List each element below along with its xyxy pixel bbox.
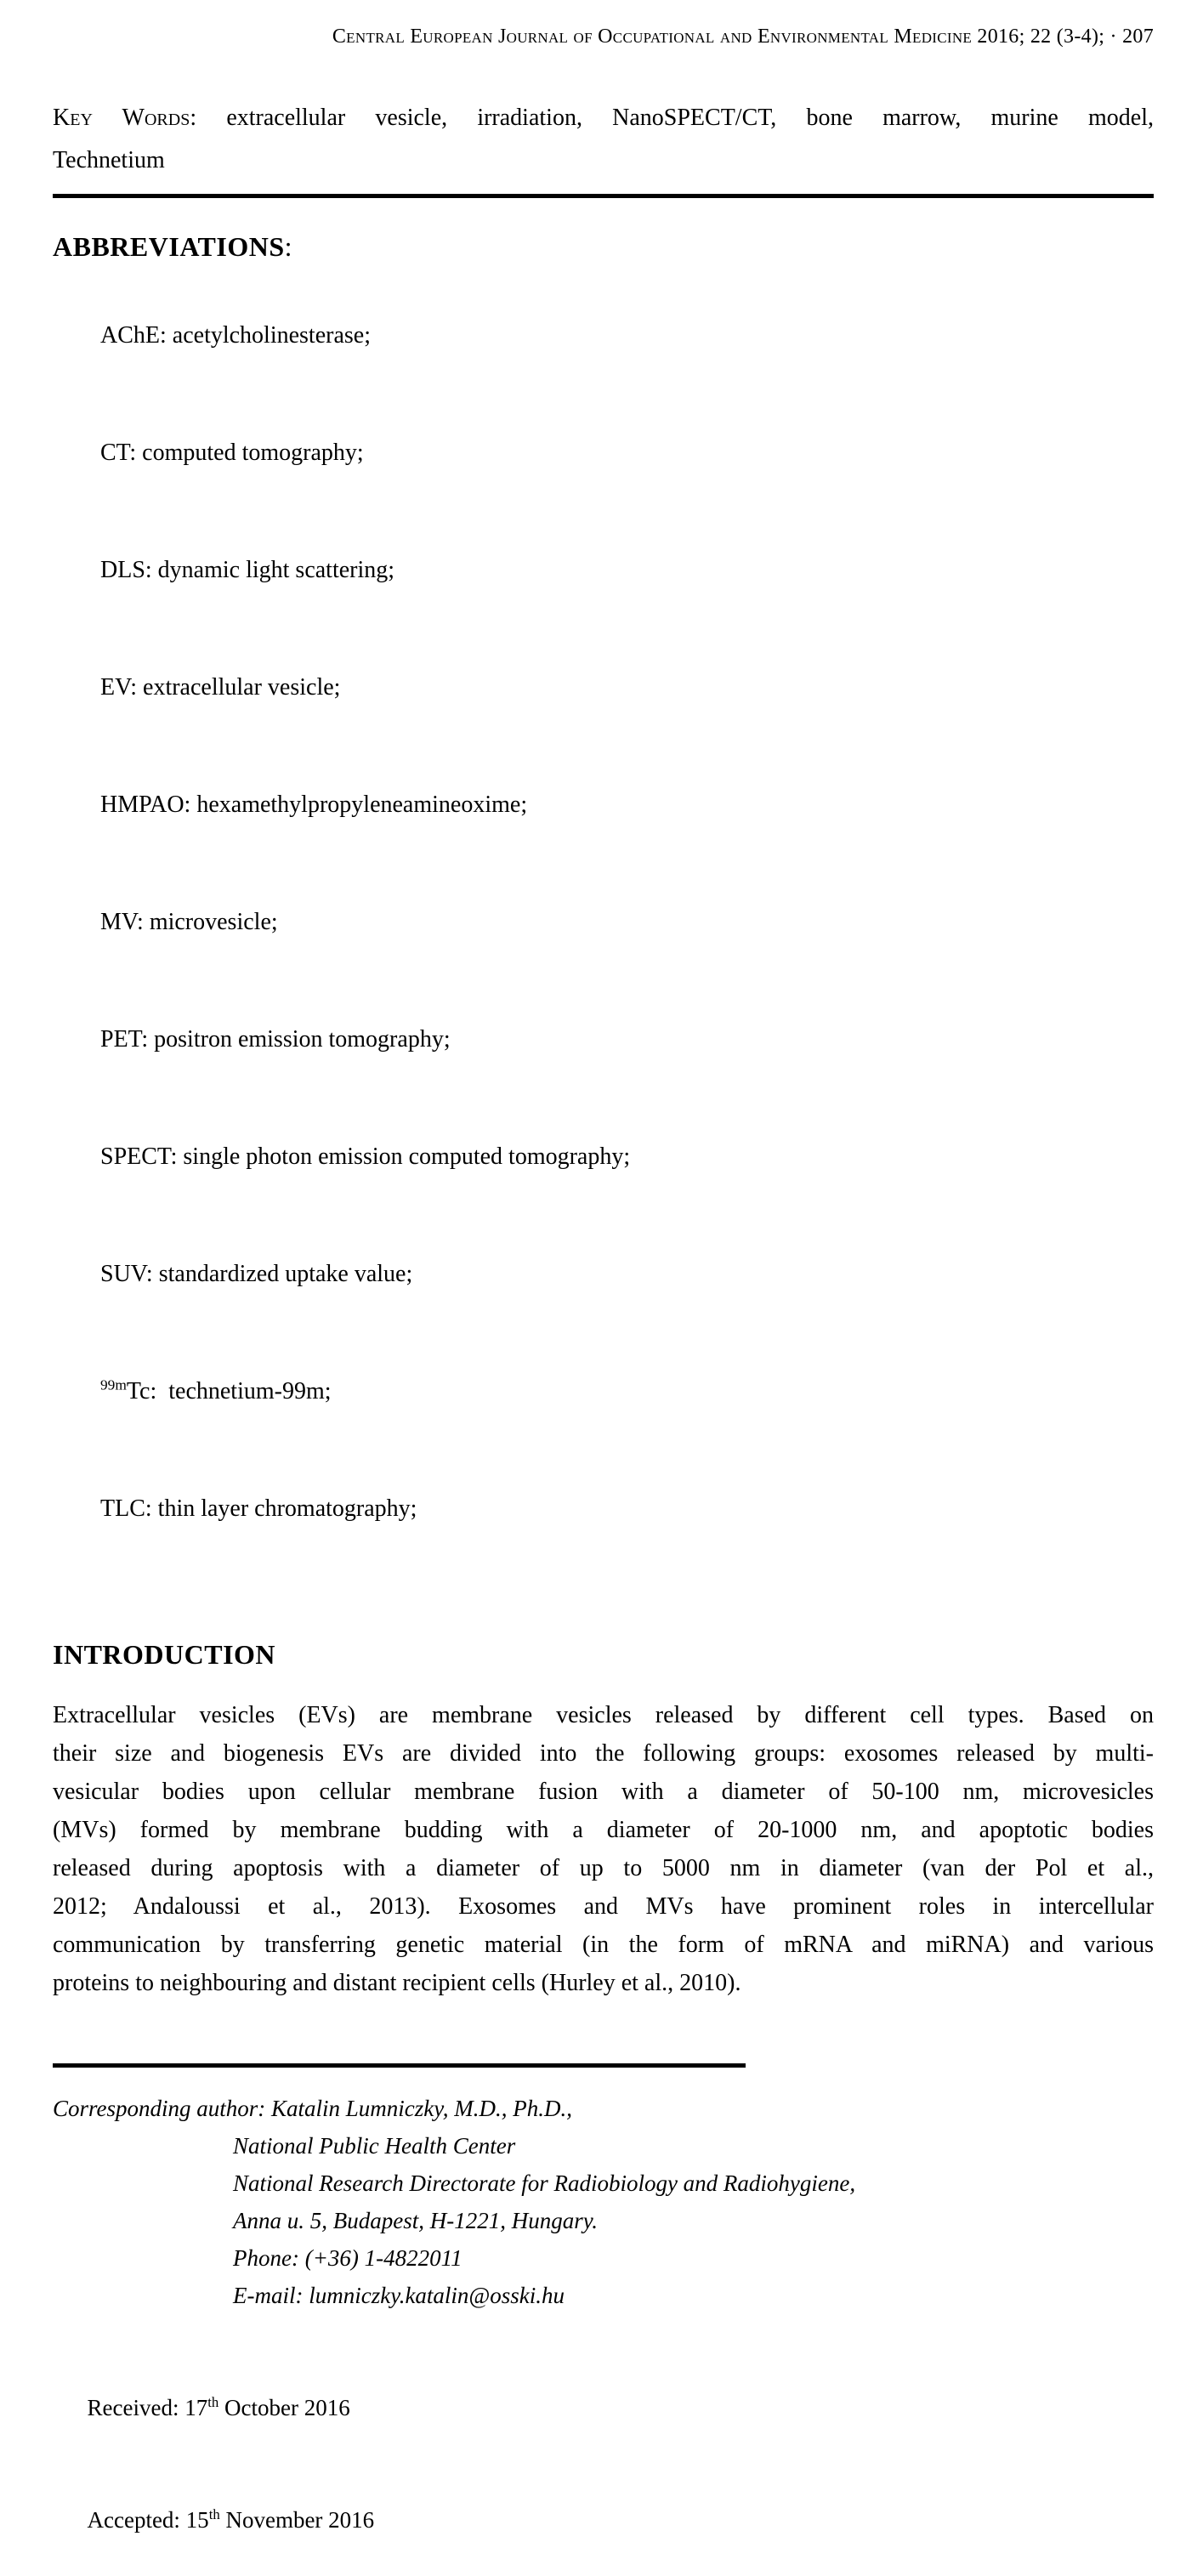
corresponding-author-line: Anna u. 5, Budapest, H-1221, Hungary. (233, 2208, 598, 2233)
footnote-divider-rule (53, 2063, 746, 2068)
introduction-heading: INTRODUCTION (53, 1639, 276, 1670)
abbreviation-item (53, 407, 1154, 499)
journal-header-line: Central European Journal of Occupational and Environmental Medicine 2016; 22 (3-4); · 207 (332, 26, 1154, 48)
paragraph-line: vesicular bodies upon cellular membrane fusion with a diameter of 50-100 nm, microvesicles (53, 1779, 1154, 1805)
abbreviation-text: TLC: thin layer chromatography; (100, 1495, 417, 1522)
abbreviations-heading (53, 229, 1154, 264)
abbreviation-text: PET: positron emission tomography; (100, 1026, 451, 1053)
corresponding-author-block (53, 2090, 1154, 2314)
abbreviation-item (53, 1228, 1154, 1320)
abbreviation-item (53, 642, 1154, 734)
paragraph-line: Extracellular vesicles (EVs) are membrane vesicles released by different cell types. Based on (53, 1702, 1154, 1728)
keywords-block (53, 97, 1154, 182)
paragraph-line: communication by transferring genetic material (in the form of mRNA and miRNA) and various (53, 1932, 1154, 1958)
abbreviations-heading-text: ABBREVIATIONS (53, 231, 285, 262)
keywords-text: extracellular vesicle, irradiation, NanoSPECT/CT, bone marrow, murine model, (226, 105, 1155, 131)
corresponding-author-first-line: Corresponding author: Katalin Lumniczky, M.D., Ph.D., (53, 2096, 572, 2121)
accepted-suffix: November 2016 (219, 2507, 375, 2533)
abbreviation-text: DLS: dynamic light scattering; (100, 557, 395, 583)
received-ordinal-suffix: th (207, 2394, 219, 2410)
abbreviation-text: MV: microvesicle; (100, 909, 278, 935)
abbreviation-text: HMPAO: hexamethylpropyleneamineoxime; (100, 792, 528, 818)
abbreviations-heading-colon: : (284, 231, 293, 262)
abbreviation-text: SPECT: single photon emission computed tomography; (100, 1143, 631, 1170)
paragraph-line: their size and biogenesis EVs are divided into the following groups: exosomes released by multi- (53, 1740, 1154, 1767)
corresponding-author-line: National Research Directorate for Radiobiology and Radiohygiene, (233, 2170, 856, 2196)
accepted-prefix: Accepted: 15 (87, 2507, 209, 2533)
abbreviation-text: EV: extracellular vesicle; (100, 674, 341, 701)
received-line (53, 2352, 1154, 2464)
abbreviation-text: Tc: technetium-99m; (126, 1378, 332, 1404)
abbreviation-item (53, 877, 1154, 968)
abbreviation-item (53, 290, 1154, 382)
abbreviation-item (53, 525, 1154, 616)
abbreviation-superscript: 99m (100, 1376, 127, 1393)
paragraph-line: released during apoptosis with a diameter of up to 5000 nm in diameter (van der Pol et al., (53, 1855, 1154, 1881)
corresponding-author-line: Phone: (+36) 1-4822011 (233, 2245, 462, 2271)
abbreviation-text: AChE: acetylcholinesterase; (100, 322, 371, 349)
paragraph-line: 2012; Andaloussi et al., 2013). Exosomes and MVs have prominent roles in intercellular (53, 1893, 1154, 1920)
introduction-paragraph (53, 1696, 1154, 2002)
keywords-label: Key Words: (53, 105, 197, 131)
abbreviation-item (53, 1111, 1154, 1203)
abbreviation-item (53, 1463, 1154, 1555)
abbreviation-text: CT: computed tomography; (100, 440, 364, 466)
abbreviation-item (53, 759, 1154, 851)
abbreviation-item (53, 994, 1154, 1086)
abbreviation-text: SUV: standardized uptake value; (100, 1261, 413, 1287)
dates-block (53, 2352, 1154, 2576)
corresponding-author-line: E-mail: lumniczky.katalin@osski.hu (233, 2283, 565, 2308)
accepted-ordinal-suffix: th (208, 2506, 220, 2522)
paragraph-line: proteins to neighbouring and distant recipient cells (Hurley et al., 2010). (53, 1970, 741, 1996)
abbreviation-item (53, 1346, 1154, 1438)
received-suffix: October 2016 (218, 2395, 350, 2420)
accepted-line (53, 2464, 1154, 2576)
paragraph-line: (MVs) formed by membrane budding with a diameter of 20-1000 nm, and apoptotic bodies (53, 1817, 1154, 1843)
corresponding-author-line: National Public Health Center (233, 2133, 516, 2159)
keywords-line (53, 97, 1154, 139)
top-divider-rule (53, 194, 1154, 198)
corresponding-author-details (53, 2127, 1154, 2314)
received-prefix: Received: 17 (87, 2395, 208, 2420)
abbreviations-list (53, 290, 1154, 1555)
keywords-continuation: Technetium (53, 147, 165, 173)
